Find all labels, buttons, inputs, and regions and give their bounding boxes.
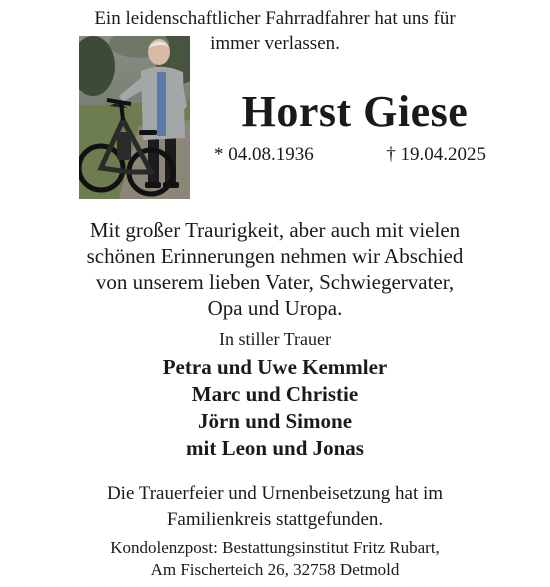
life-dates — [214, 144, 486, 166]
message-line: schönen Erinnerungen nehmen wir Abschied — [86, 244, 464, 268]
family-line: mit Leon und Jonas — [186, 436, 364, 460]
message-line: Opa und Uropa. — [207, 296, 343, 320]
family-line: Petra und Uwe Kemmler — [162, 355, 388, 379]
portrait-photo — [79, 36, 190, 199]
message-line: von unserem lieben Vater, Schwiegervater, — [95, 270, 455, 294]
farewell-message — [0, 217, 550, 321]
condolence-line: Kondolenzpost: Bestattungsinstitut Fritz Rubart, — [110, 538, 440, 557]
family-line: Marc und Christie — [191, 382, 359, 406]
deceased-name: Horst Giese — [241, 87, 469, 136]
mourning-label: In stiller Trauer — [219, 329, 331, 349]
intro-line: Ein leidenschaftlicher Fahrradfahrer hat uns für — [94, 8, 456, 29]
condolence-address — [0, 537, 550, 581]
death-date: † 19.04.2025 — [386, 144, 486, 165]
ceremony-line: Die Trauerfeier und Urnenbeisetzung hat im — [106, 483, 444, 504]
intro-line: immer verlassen. — [210, 33, 340, 54]
birth-date: * 04.08.1936 — [214, 144, 314, 165]
man-with-bicycle-image — [79, 36, 190, 199]
family-names — [0, 354, 550, 462]
ceremony-note — [0, 481, 550, 533]
family-line: Jörn und Simone — [197, 409, 353, 433]
condolence-line: Am Fischerteich 26, 32758 Detmold — [150, 560, 400, 579]
message-line: Mit großer Traurigkeit, aber auch mit vielen — [89, 218, 461, 242]
ceremony-line: Familienkreis stattgefunden. — [166, 509, 384, 530]
